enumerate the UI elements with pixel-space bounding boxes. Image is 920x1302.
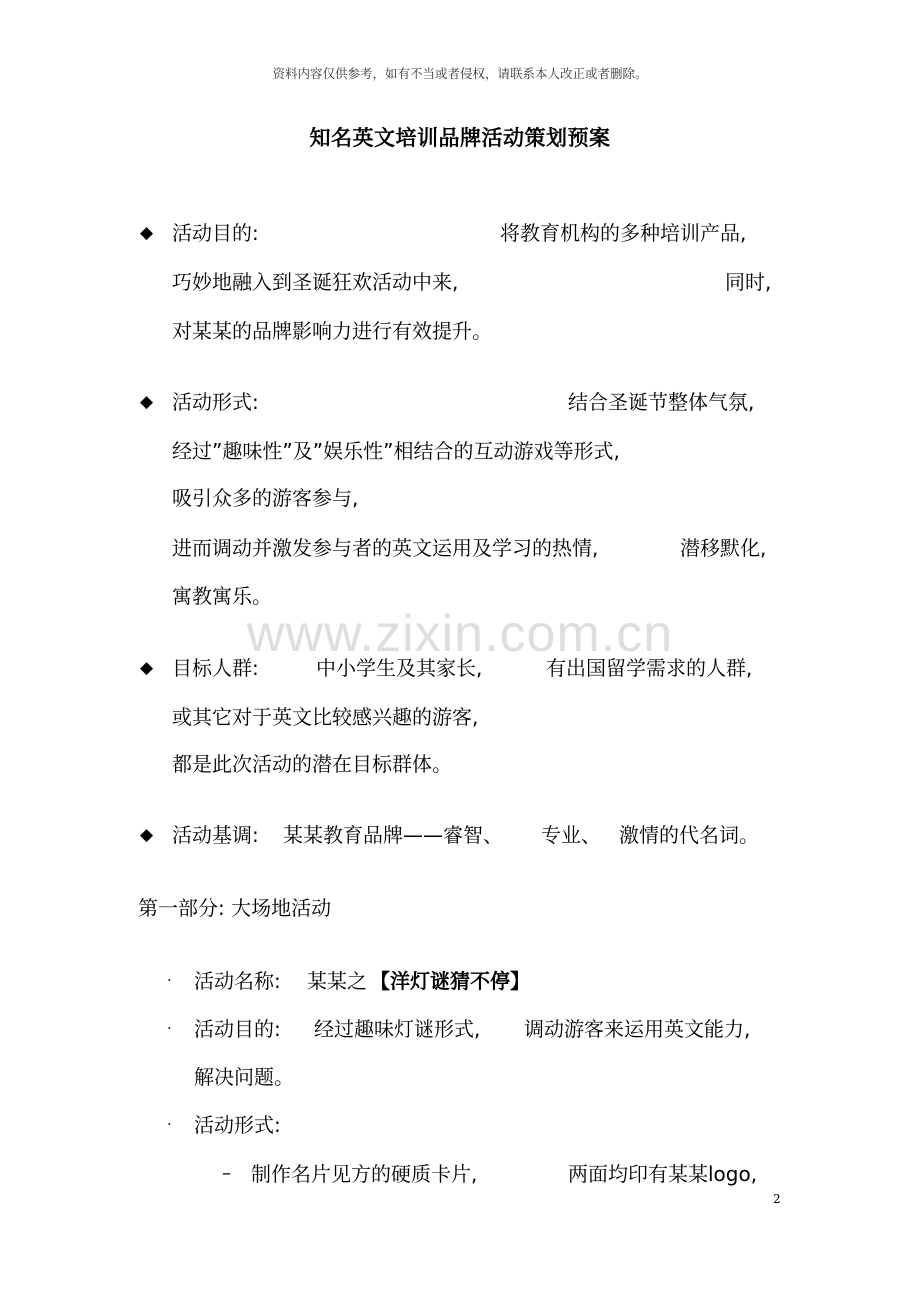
part-one-heading: 第一部分: 大场地活动	[138, 896, 332, 920]
item-purpose-value-a: 经过趣味灯谜形式,	[314, 1017, 481, 1041]
audience-part2: 中小学生及其家长,	[316, 656, 483, 680]
form-line4-tail: 潜移默化,	[680, 536, 767, 560]
dot-bullet-icon: ·	[167, 1117, 172, 1133]
item-name-label: 活动名称:	[194, 969, 281, 993]
form-line1: 结合圣诞节整体气氛,	[568, 390, 755, 414]
tone-part2: 某某教育品牌——睿智、	[283, 823, 503, 847]
dot-bullet-icon: ·	[167, 1021, 172, 1037]
form-line4: 进而调动并激发参与者的英文运用及学习的热情,	[172, 536, 599, 560]
document-title: 知名英文培训品牌活动策划预案	[309, 126, 611, 150]
diamond-bullet-icon: ◆	[140, 658, 154, 678]
diamond-bullet-icon: ◆	[140, 825, 154, 845]
item-purpose-value-b: 调动游客来运用英文能力,	[524, 1017, 751, 1041]
header-disclaimer: 资料内容仅供参考，如有不当或者侵权，请联系本人改正或者删除。	[272, 66, 648, 81]
purpose-line2: 巧妙地融入到圣诞狂欢活动中来,	[172, 270, 459, 294]
item-form-label: 活动形式:	[194, 1113, 281, 1137]
form-line5: 寓教寓乐。	[172, 584, 272, 608]
purpose-line2-tail: 同时,	[725, 270, 772, 294]
item-purpose-value-c: 解决问题。	[194, 1065, 294, 1089]
item-purpose-label: 活动目的:	[194, 1017, 281, 1041]
tone-label: 活动基调:	[172, 823, 259, 847]
purpose-label: 活动目的:	[172, 221, 259, 245]
audience-part3: 有出国留学需求的人群,	[546, 656, 753, 680]
item-name-value-bold: 【洋灯谜猜不停】	[370, 969, 530, 993]
dot-bullet-icon: ·	[167, 973, 172, 989]
watermark: www.zixin.com.cn	[246, 605, 674, 663]
form-line2: 经过”趣味性”及”娱乐性”相结合的互动游戏等形式,	[172, 439, 620, 463]
item-name-value: 某某之	[307, 969, 367, 993]
audience-label: 目标人群:	[172, 656, 259, 680]
dash-bullet-icon: –	[222, 1163, 231, 1184]
form-line3: 吸引众多的游客参与,	[172, 486, 359, 510]
purpose-line3: 对某某的品牌影响力进行有效提升。	[172, 319, 492, 343]
form-label: 活动形式:	[172, 390, 259, 414]
sub-item-left: 制作名片见方的硬质卡片,	[251, 1162, 478, 1186]
tone-part4: 激情的代名词。	[619, 823, 759, 847]
audience-line3: 都是此次活动的潜在目标群体。	[172, 752, 452, 776]
sub-item-right: 两面均印有某某logo,	[568, 1162, 758, 1186]
purpose-line1: 将教育机构的多种培训产品,	[500, 221, 747, 245]
page-number: 2	[773, 1192, 781, 1206]
diamond-bullet-icon: ◆	[140, 223, 154, 243]
audience-line2: 或其它对于英文比较感兴趣的游客,	[172, 705, 479, 729]
tone-part3: 专业、	[541, 823, 601, 847]
diamond-bullet-icon: ◆	[140, 392, 154, 412]
